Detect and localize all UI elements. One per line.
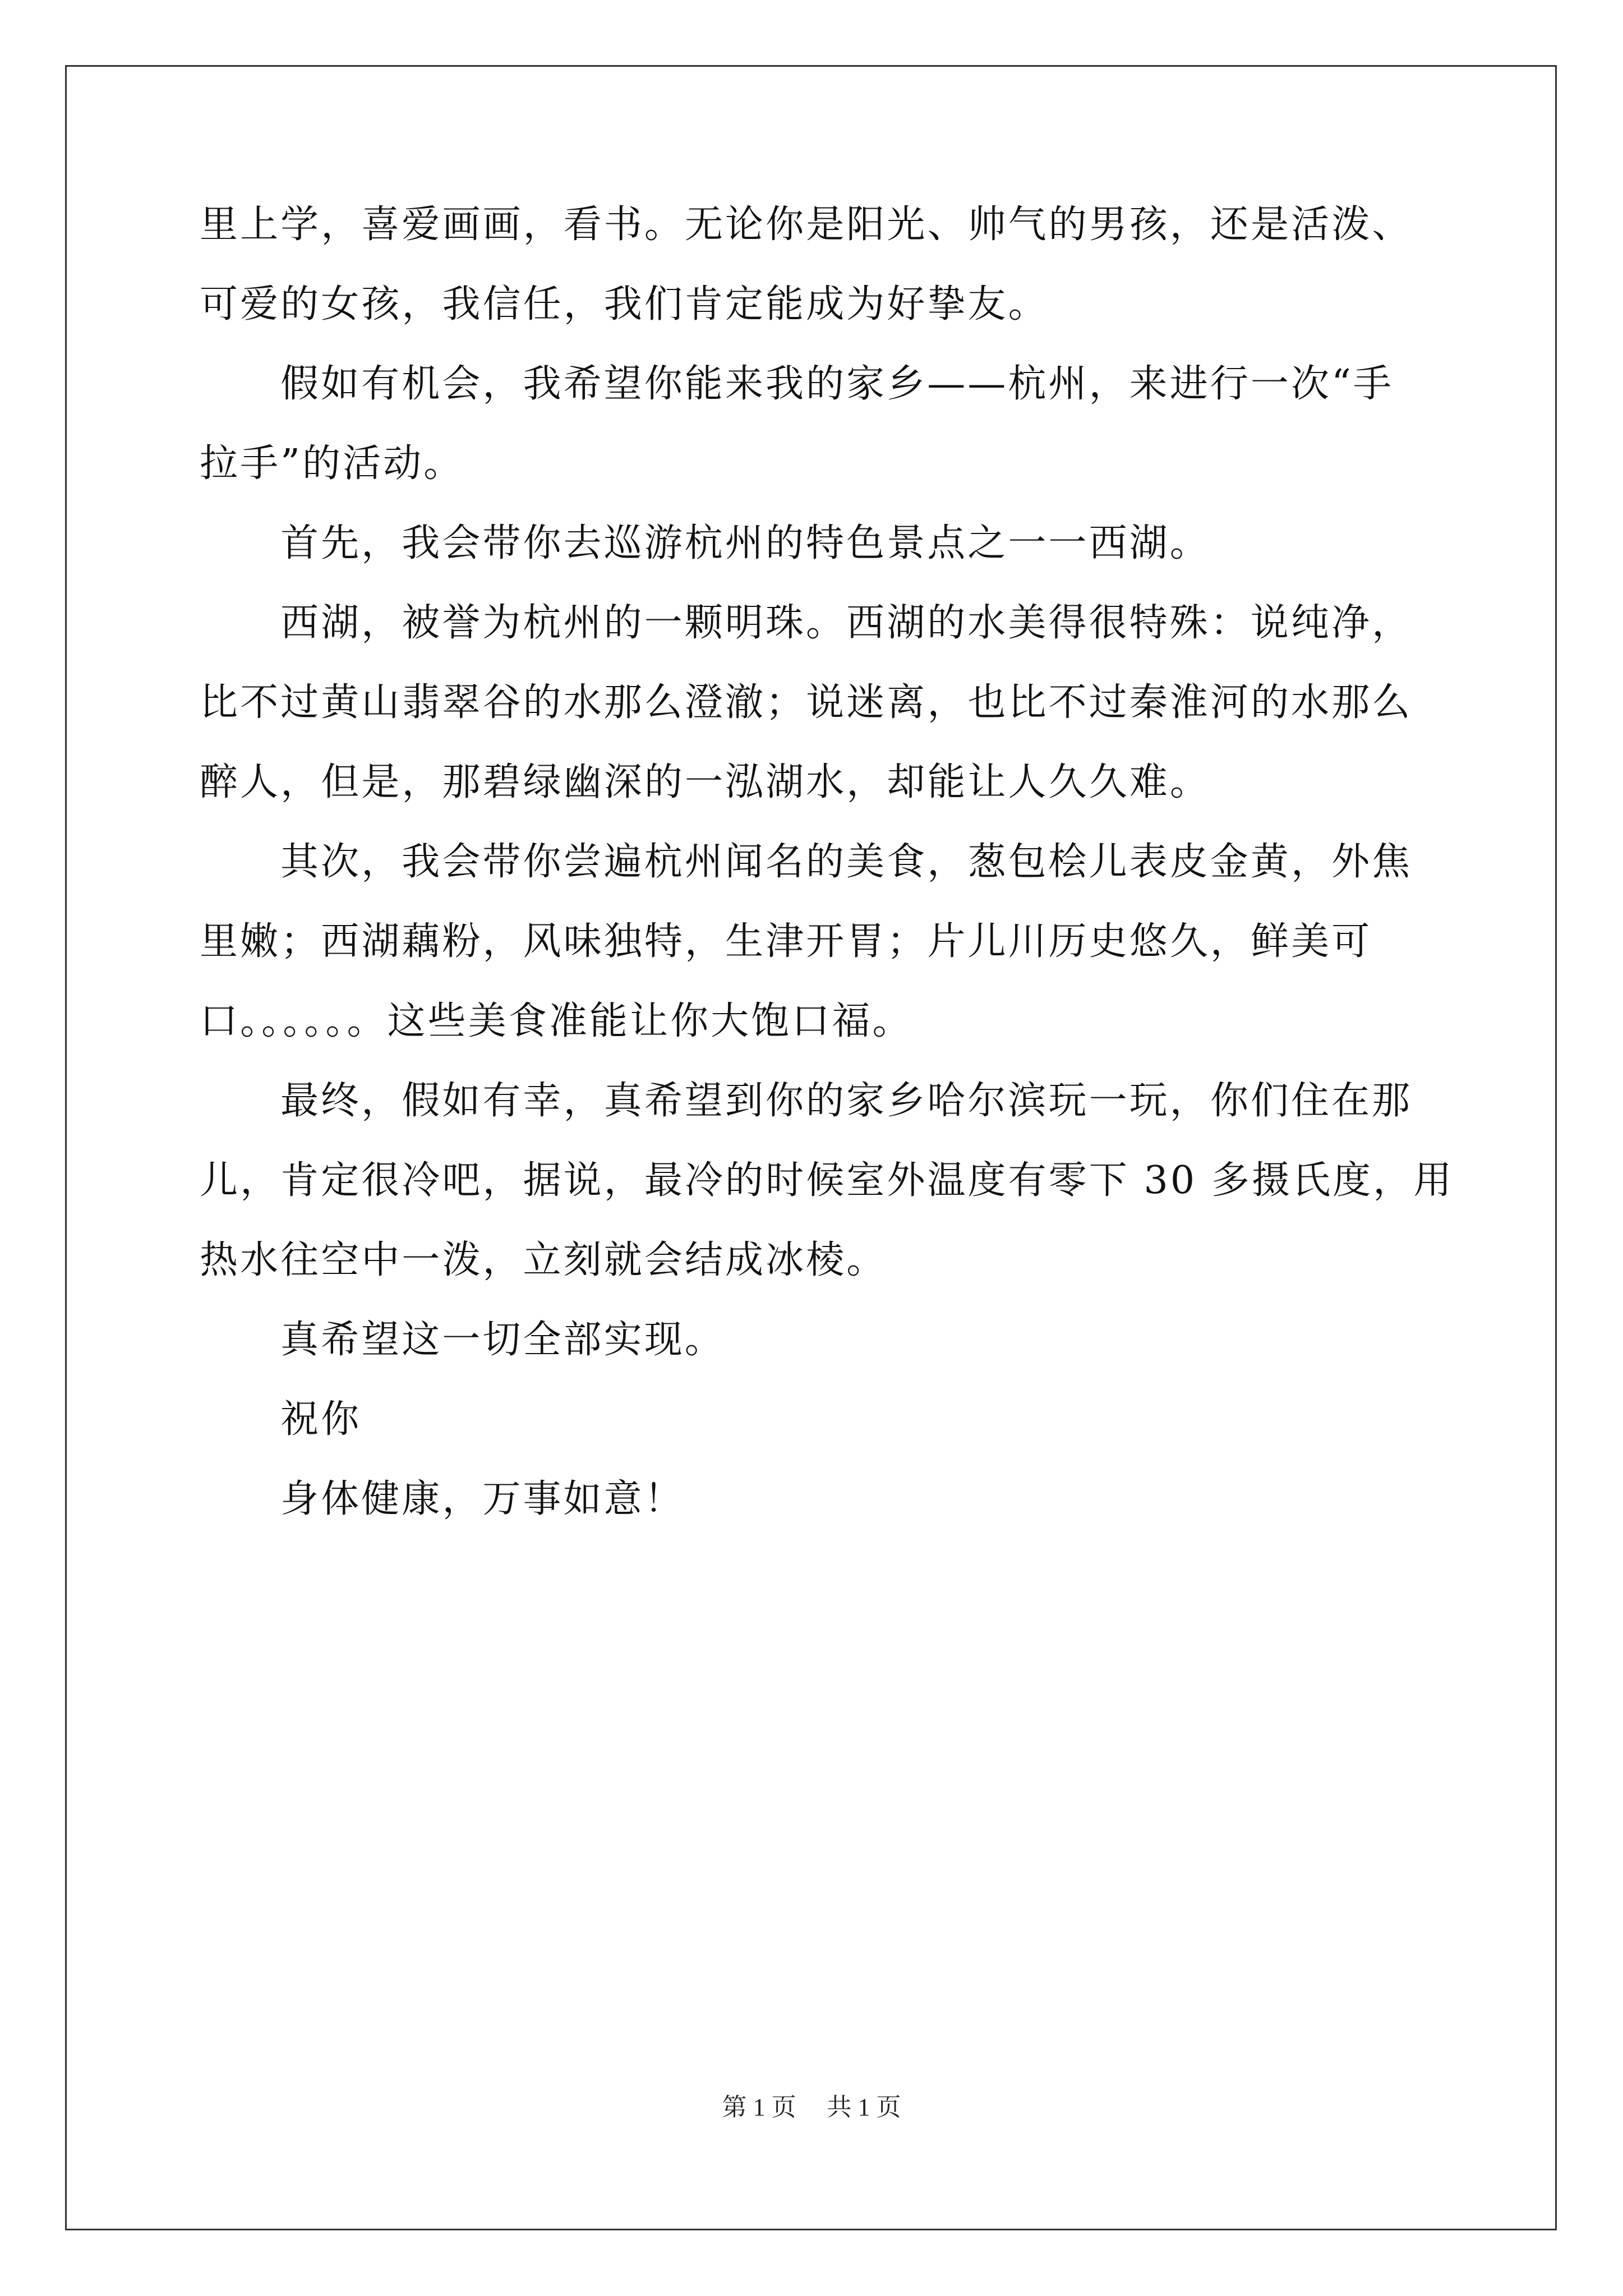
text-line: 假如有机会，我希望你能来我的家乡——杭州，来进行一次“手 [280,362,1394,406]
text-line: 祝你 [280,1397,362,1442]
text-line: 真希望这一切全部实现。 [280,1318,725,1362]
page-footer [0,2087,1623,2123]
text-line: 里嫩；西湖藕粉，风味独特，生津开胃；片儿川历史悠久，鲜美可 [200,919,1372,964]
page-total: 共 1 页 [827,2093,901,2121]
document-body [200,185,1454,1539]
text-line: 其次，我会带你尝遍杭州闻名的美食，葱包桧儿表皮金黄，外焦 [280,840,1413,884]
text-line: 醉人，但是，那碧绿幽深的一泓湖水，却能让人久久难。 [200,760,1211,804]
text-line: 可爱的女孩，我信任，我们肯定能成为好挚友。 [200,282,1049,326]
text-line: 最终，假如有幸，真希望到你的家乡哈尔滨玩一玩，你们住在那 [280,1079,1413,1123]
text-line: 西湖，被誉为杭州的一颗明珠。西湖的水美得很特殊：说纯净， [280,601,1413,645]
text-line: 比不过黄山翡翠谷的水那么澄澈；说迷离，也比不过秦淮河的水那么 [200,680,1413,725]
text-line: 拉手”的活动。 [200,441,464,486]
text-line: 儿，肯定很冷吧，据说，最冷的时候室外温度有零下 30 多摄氏度，用 [200,1158,1454,1203]
text-line: 热水往空中一泼，立刻就会结成冰棱。 [200,1238,887,1282]
text-line: 里上学，喜爱画画，看书。无论你是阳光、帅气的男孩，还是活泼、 [200,203,1413,247]
page-number: 第 1 页 [722,2093,796,2121]
text-line: 首先，我会带你去巡游杭州的特色景点之一一西湖。 [280,521,1210,565]
text-line: 身体健康，万事如意！ [280,1477,685,1521]
text-line: 口。。。。。。这些美食准能让你大饱口福。 [200,999,913,1043]
